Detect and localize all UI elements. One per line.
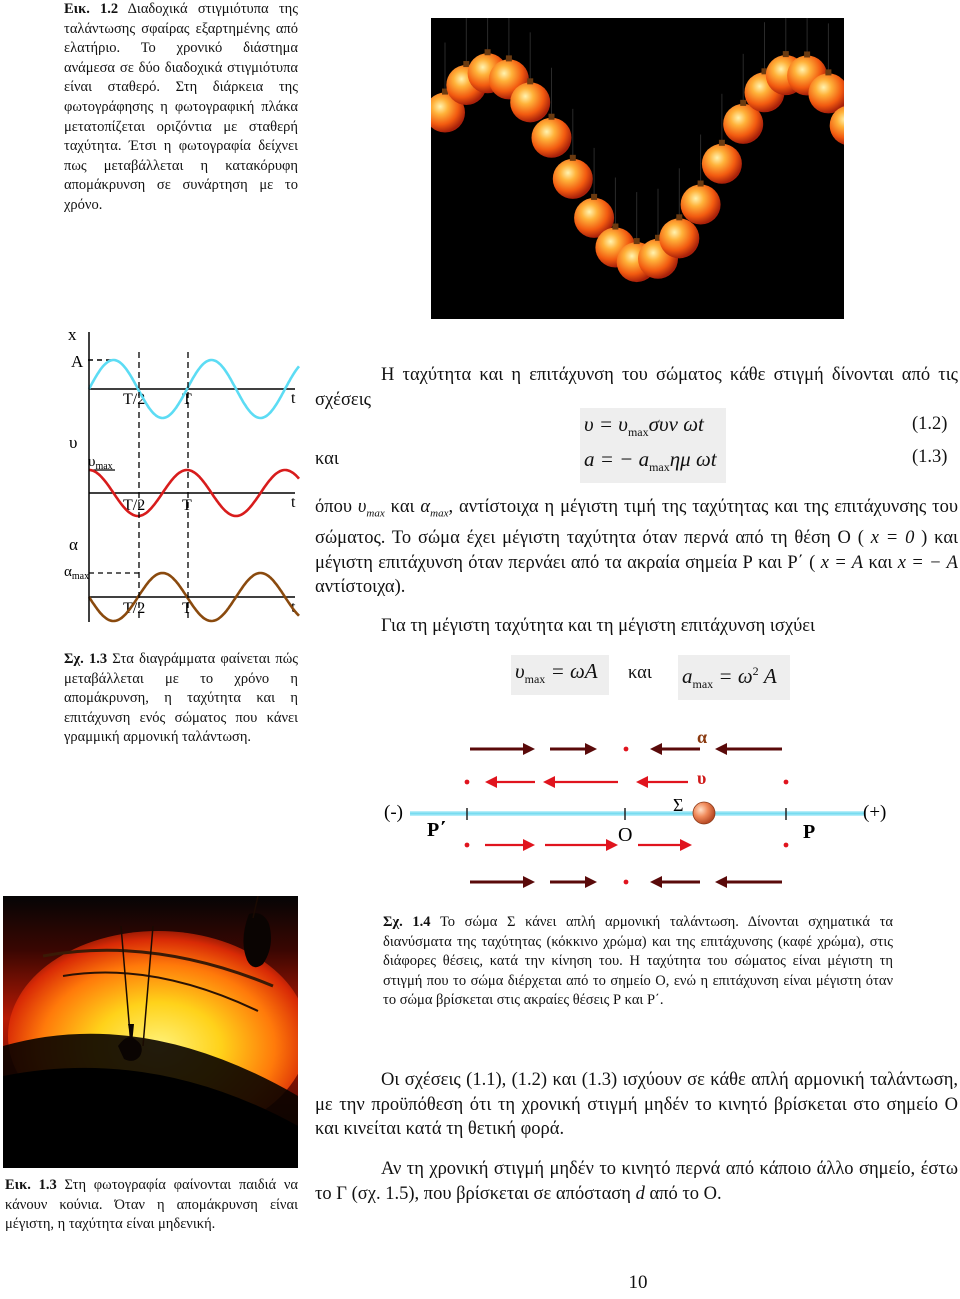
fig-1-3-label: Εικ. 1.3 (5, 1177, 57, 1193)
graph-half-label-2: T/2 (123, 497, 146, 514)
fig-1-3-caption (5, 1176, 298, 1235)
acceleration-vector (470, 743, 535, 755)
zero-vector-dot (624, 747, 629, 752)
page-number: 10 (628, 1272, 648, 1293)
sch-1-3-label: Σχ. 1.3 (64, 651, 108, 667)
acceleration-vector (550, 743, 597, 755)
graph-amax-label: $\alpha_{max}$ (64, 564, 90, 582)
fig-1-2-text: Διαδοχικά στιγμιότυπα της ταλάντωσης σφαίρας εξαρτημένης από ελατήριο. Το χρονικό διάστημα ανάμεσα σε δύο διαδοχικά στιγμιότυπα είναι σταθερό. Στη διάρκεια της φωτογράφησης η φωτογραφική πλάκα μετατοπίζεται οριζόντια με σταθερή ταχύτητα. Έτσι η φωτογραφία δείχνει πως μεταβάλλεται η κατακόρυφη απομάκρυνση σε συνάρτηση με το χρόνο. (64, 1, 299, 213)
velocity-vector (485, 839, 535, 851)
oscillating-spheres-photo (431, 18, 844, 319)
graph-u-label: υ (69, 433, 78, 452)
point-O-label: Ο (618, 824, 633, 846)
alpha-label: α (697, 727, 708, 747)
equation-1-3: a = − $a_{max}\eta\mu$ ωt (580, 443, 726, 483)
velocity-vector (638, 839, 692, 851)
acceleration-vector (715, 876, 782, 888)
and-word: και (315, 449, 339, 469)
graph-A-label: A (71, 352, 84, 371)
equation-amax: $a_{max} = \omega^2$ A (678, 655, 790, 700)
equation-1-2-number: (1.2) (912, 414, 948, 434)
sch-1-4-label: Σχ. 1.4 (383, 914, 431, 930)
graph-half-label-3: T/2 (123, 600, 146, 617)
sch-1-4-caption (383, 913, 893, 1011)
point-P-prime-label: Ρ΄ (427, 819, 446, 841)
velocity-vector (543, 776, 618, 788)
swing-sunset-photo (3, 896, 298, 1168)
acceleration-vector (715, 743, 782, 755)
paragraph-max-values: όπου $\upsilon_{max}$ και $\alpha_{max}$, αντίστοιχα η μέγιστη τιμή της ταχύτητας και της επιτάχυνσης του σώματος. Το σώμα έχει μέγιστη ταχύτητα όταν περνά από τη θέση Ο ( x = 0 ) και μέγιστη επιτάχυνση όταν περνάει από τα ακραία σημεία Ρ και Ρ΄ ( x = A και x = − A αντίστοιχα). (315, 497, 958, 598)
acceleration-vector (470, 876, 535, 888)
sch-1-3-text: Στα διαγράμματα φαίνεται πώς μεταβάλλεται με το χρόνο η απομάκρυνση, η ταχύτητα και η επιτάχυνση ενός σώματος που κάνει γραμμική αρμονική ταλάντωση. (64, 651, 299, 746)
and-word-2: και (628, 663, 652, 683)
sch-1-4-text: Το σώμα Σ κάνει απλή αρμονική ταλάντωση. Δίνονται σχηματικά τα διανύσματα της ταχύτητας (κόκκινο χρώμα) και της επιτάχυνσης (καφέ χρώμα), στις διάφορες θέσεις, κατά την κίνηση του. Η ταχύτητα του σώματος είναι μέγιστη τη στιγμή που το σώμα διέρχεται από το σημείο Ο, ενώ η επιτάχυνση είναι μέγιστη όταν το σώμα βρίσκεται στις ακραίες θέσεις Ρ και Ρ΄. (383, 914, 893, 1009)
sigma-label: Σ (673, 795, 684, 815)
positive-direction-label: (+) (863, 802, 887, 823)
zero-vector-dot (784, 780, 789, 785)
graph-half-label-1: T/2 (123, 391, 146, 408)
zero-vector-dot (465, 780, 470, 785)
fig-1-3-text: Στη φωτογραφία φαίνονται παιδιά να κάνουν κούνια. Όταν η απομάκρυνση είναι μέγιστη, η ταχύτητα είναι μηδενική. (5, 1177, 298, 1233)
shm-vector-diagram (380, 715, 900, 895)
equation-1-3-number: (1.3) (912, 447, 948, 467)
paragraph-max-formulas-intro: Για τη μέγιστη ταχύτητα και τη μέγιστη επιτάχυνση ισχύει (381, 616, 816, 636)
oscillation-axis (410, 811, 864, 816)
paragraph-other-start-point: Αν τη χρονική στιγμή μηδέν το κινητό περνά από κάποιο άλλο σημείο, έστω το Γ (σχ. 1.5), που βρίσκεται σε απόσταση d από το Ο. (315, 1159, 958, 1204)
body-sigma (693, 802, 715, 824)
graph-T-label-3: T (182, 600, 192, 617)
zero-vector-dot (624, 880, 629, 885)
graph-umax-label: $\upsilon_{max}$ (88, 454, 113, 472)
graph-T-label-1: T (182, 391, 192, 408)
graph-a-label: α (69, 535, 78, 554)
acceleration-vector (650, 743, 700, 755)
velocity-vector (545, 839, 618, 851)
fig-1-2-caption (64, 0, 298, 216)
paragraph-velocity-intro: Η ταχύτητα και η επιτάχυνση του σώματος κάθε στιγμή δίνονται από τις σχέσεις (315, 365, 958, 410)
zero-vector-dot (465, 843, 470, 848)
graph-t-label-1: t (291, 390, 296, 407)
acceleration-vector (650, 876, 700, 888)
acceleration-vector (550, 876, 597, 888)
velocity-vector (636, 776, 688, 788)
equation-1-2: $\upsilon = \upsilon_{max}\sigma\upsilon\nu$ ωt (580, 408, 726, 448)
velocity-vector (485, 776, 535, 788)
paragraph-relations-validity: Οι σχέσεις (1.1), (1.2) και (1.3) ισχύουν σε κάθε απλή αρμονική ταλάντωση, με την προϋπόθεση ότι τη χρονική στιγμή μηδέν το κινητό βρίσκεται στο σημείο Ο και κινείται κατά τη θετική φορά. (315, 1070, 958, 1139)
graph-t-label-3: t (291, 599, 296, 616)
zero-vector-dot (784, 843, 789, 848)
equation-vmax: $\upsilon_{max} = \omega A$ (511, 655, 609, 695)
upsilon-label: υ (697, 768, 707, 788)
fig-1-2-label: Εικ. 1.2 (64, 1, 119, 17)
graph-t-label-2: t (291, 494, 296, 511)
graph-x-label: x (68, 325, 77, 344)
negative-direction-label: (-) (384, 802, 403, 823)
point-P-label: Ρ (803, 821, 816, 843)
xva-graphs (60, 322, 310, 630)
sch-1-3-caption (64, 650, 298, 748)
graph-T-label-2: T (182, 497, 192, 514)
